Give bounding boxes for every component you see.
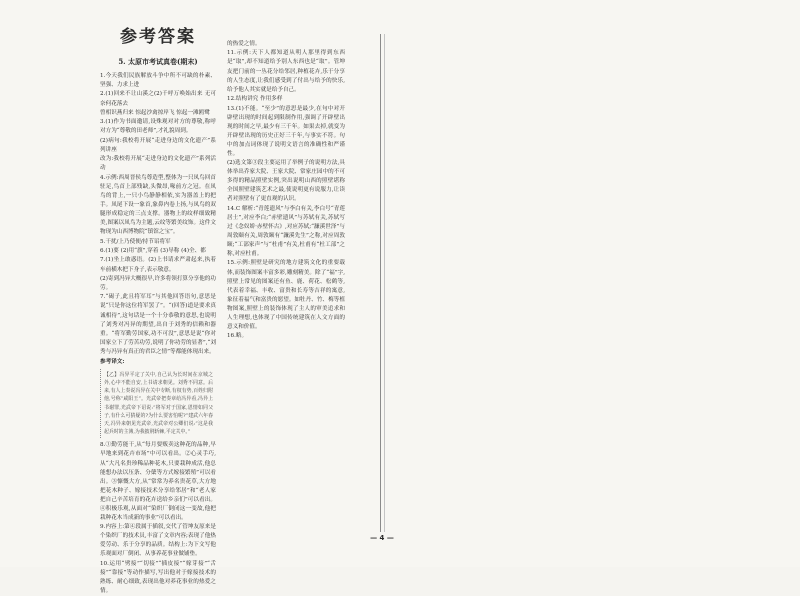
page-title: 参考答案 [120, 27, 196, 47]
answer-paragraph: 3.(1)作为书面邀请,设殊观对对方的尊敬,称呼对方为“尊敬的田老师”,才礼貌周到。 [100, 119, 216, 135]
answer-paragraph: 4.示例:西周晋侯鸟尊造型,整体为一只凤鸟回首驻足,鸟首上部残缺,头微昂,喙前方之冠。在凤鸟的背上,一只小鸟静静相依,实为器盖上的把手。凤尾下设一象首,象鼻内卷上扬,与凤鸟的双腿形成稳定的三点支撑。器物上的纹样细致精美,图案以凤鸟为主题,云纹等繁美纹饰。这件文物现为山西博物院“镇馆之宝”。 [100, 174, 216, 236]
left-answer-column [100, 72, 216, 596]
answer-paragraph: 6.(1)要 (2)用“旗”,穿着 (3)导称 (4)全、都 [100, 248, 206, 255]
answer-paragraph: 7.“碣子,此且将军耳”与其他回答语句,意思是说“只是你这位将军罢了”。“(回答)道是要求真诚相待”,这句话是一个十分恭敬的意思,也说明了刘秀对冯异的期望,出自于刘秀的信赖和器重。“将军勤劳国家,功不可没”,意思是说“你对国家立下了劳苦功劳,说明了你功劳的显著”,“刘秀与冯异有真正的君臣之情”等都能体现出来。 [100, 294, 216, 355]
answer-paragraph: 15.示例:照壁是研究的地方建筑文化的重要载体,而装饰图案丰富多彩,雕刻精美。除了“福”字,照壁上常见的图案还有鱼、鹿、荷花、松鹤等,代表着幸福、丰收、富贵和长寿等吉祥的寓意,象征着福气和富贵的愿望。如牡丹、竹、梅等植物图案,照壁上的装饰体现了主人的审美追求和人生理想,也体现了中国传统建筑在人文方面的意义和价值。 [227, 260, 345, 330]
right-answer-column [227, 40, 345, 342]
page-number: — 4 — [370, 534, 394, 542]
answer-paragraph: (2)选文第③段主要运用了举例子的说明方法,具体举出乔家大院、王家大院、常家庄园中的不可多得的精品照壁实例,突出说明山西的照壁堪称全国照壁建筑艺术之最,使说明更有说服力,让读者对照壁有了更直观的认识。 [227, 160, 345, 203]
answer-paragraph: 改为:我校将开展“走进身边的文化遗产”系列活动 [100, 156, 216, 172]
answer-paragraph: (2)寄到冯异大概很早,许多将领打算分享他的功劳。 [100, 275, 216, 291]
answer-paragraph: 12.结构讲究 作用多样 [227, 96, 283, 103]
answer-paragraph: 【乙】冯异平定了关中,自己认为长时间在京城之外,心中不能自安,上书请求朝见。刘秀不同意。后来,有人上奏说冯异在关中专断,有权有势,百姓归附他,号称“咸阳王”。光武帝把奏章给冯异看,冯异上书谢罪,光武帝下诏说:“将军对于国家,恩情如同父子,有什么可猜疑的?为什么要害怕呢?”建武六年春天,冯异来朝见光武帝,光武帝对公卿们说:“这是我起兵时的主簿,为我披荆斩棘,平定关中。” [100, 369, 216, 439]
answer-paragraph: 1.今天我们民族解放斗争中所不可缺的朴素、坚强、力求上进 [100, 73, 216, 89]
answer-paragraph: 16.略。 [227, 333, 248, 340]
answer-paragraph: 8.①勤劳能干,从“每月要贩卖这种花的品种,早早地来到花卉市场”中可以看出。②心灵手巧,从“大凡名贵珍稀品种花木,只要栽种成活,他总能想办法以压条、分蘖等方式嫁接繁殖”可以看出。③慷慨大方,从“常常为养名贵花草,大方地把花木种子、嫁接技术分享给邻居”和“老人家把自己辛苦培育的花卉送给乡亲们”可以看出。④积极乐观,从面对“染织厂倒闭这一变故,他把栽种花木当成新的事业”可以看出。 [100, 442, 216, 521]
answer-paragraph: 曾相识燕归来 惊起沙禽掠岸飞 惊起一滩鸥鹭 [100, 109, 210, 116]
answer-paragraph: 参考译文: [100, 358, 125, 365]
answer-paragraph: 5.干扰/上乃使便/持节诏将军 [100, 238, 171, 245]
answer-paragraph: 的热爱之情。 [227, 41, 261, 47]
answer-paragraph: 2.(1)回来不让山溪之(2)千呼万唤始出来 无可奈何花落去 [100, 91, 216, 107]
answer-paragraph: (2)病句:我校将开展“走进身边的文化遗产”系列讲座 [100, 137, 216, 153]
fold-line-inner [384, 34, 385, 532]
answer-paragraph: 10.运用“劈接”“切接”“插皮接”“嫁芽接”“舌接”“靠接”等动作描写,写出他对于嫁接技术的熟练、耐心细致,表现出他对养花事业的热爱之情。 [100, 560, 216, 594]
answer-paragraph: 11.示例:天下人都知道从明人那里得到东西是“取”,却不知道给予别人东西也是“取”。管坤友把门前的一丛花分给邻居,种植花卉,乐于分享的人生态度,让我们感受到了付出与给予的快乐,给予他人其实就是给予自己。 [227, 50, 345, 93]
answer-paragraph: 9.内容上:第④段属于插叙,交代了管坤友原来是个染织厂的技术员,丰富了文章内容;表现了他热爱劳动、乐于分享的品质。结构上:为下文写他乐观面对厂倒闭、从事养花事业做铺垫。 [100, 524, 216, 558]
answer-paragraph: 14.C 解析:“青莲遗风”与李白有关,李白号“青莲居士”,对应李白;“赤壁遗风”与苏轼有关,苏轼写过《念奴娇·赤壁怀古》,对应苏轼;“濂溪世泽”与周敦颐有关,周敦颐有“濂溪先生”之称,对应周敦颐;“工部家声”与“杜甫”有关,杜甫有“杜工部”之称,对应杜甫。 [227, 205, 345, 258]
answer-paragraph: 13.(1)不能。“至少”的意思是最少,在句中对开辟壁出现的时间起到限制作用,强调了开辟壁出现的时间之早,最少有三千年。如果去掉,就变为开辟壁出现的历史正好三千年,与事实不符。句中的加点词体现了说明文语言的准确性和严谨性。 [227, 105, 345, 157]
page-header [100, 26, 216, 67]
page-subtitle: 5. 太原市考试真卷(期末) [118, 57, 198, 66]
fold-line [380, 34, 381, 532]
answer-paragraph: 7.(1)坐上敢惑语。(2)上书请求严肃起来,执着车前横木把下身子,表示敬意。 [100, 257, 216, 273]
